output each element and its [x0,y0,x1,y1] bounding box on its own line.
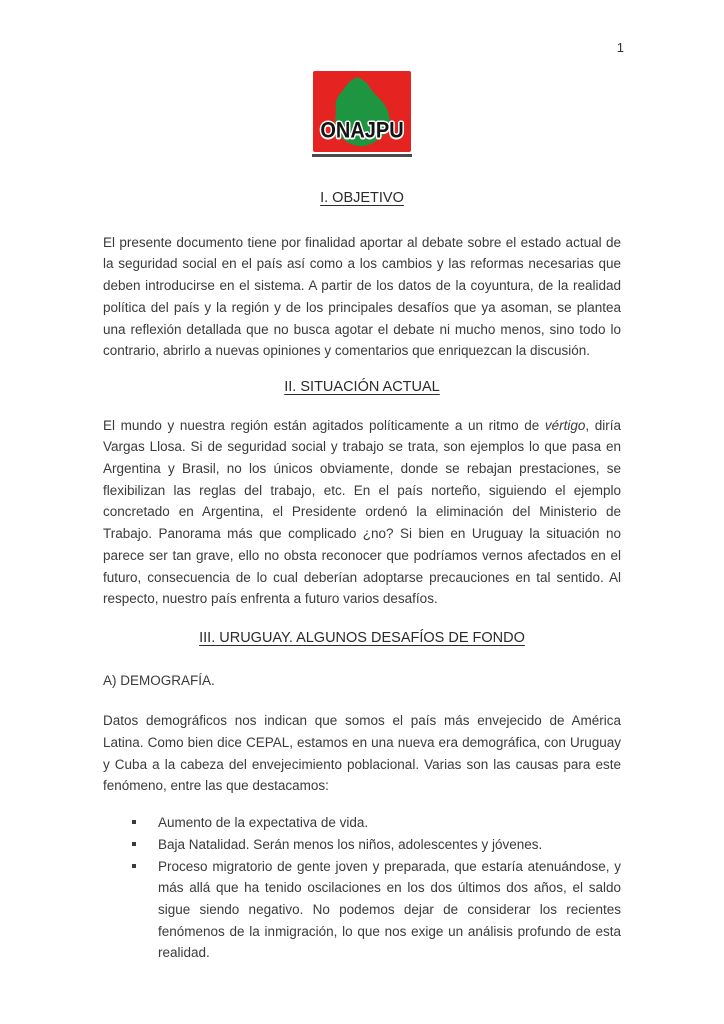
heading-objetivo: I. OBJETIVO [320,190,404,206]
heading-uruguay-desafios: III. URUGUAY. ALGUNOS DESAFÍOS DE FONDO [199,629,525,646]
bullet-list [158,812,621,964]
bullet-item-expectativa: Aumento de la expectativa de vida. [158,812,621,834]
subheading-demografia: A) DEMOGRAFÍA. [103,672,215,688]
paragraph-situacion-post: , diría Vargas Llosa. Si de seguridad social y trabajo se trata, son ejemplos lo que pasa en Argentina y Brasil, no los únicos obviamente, donde se rebajan prestaciones, se flexibilizan las reglas del trabajo, etc. En el país norteño, siguiendo el ejemplo concretado en Argentina, el Presidente ordenó la eliminación del Ministerio de Trabajo. Panorama más que complicado ¿no? Si bien en Uruguay la situación no parece ser tan grave, ello no obsta reconocer que podríamos vernos afectados en el futuro, consecuencia de lo cual deberían adoptarse precauciones en tal sentido. Al respecto, nuestro país enfrenta a futuro varios desafíos. [103,417,622,607]
bullet-item-natalidad: Baja Natalidad. Serán menos los niños, adolescentes y jóvenes. [158,834,621,856]
paragraph-situacion-italic-word: vértigo [544,417,586,433]
logo [0,0,724,157]
logo-text: ONAJPU [320,118,404,144]
bullet-item-migracion: Proceso migratorio de gente joven y preparada, que estaría atenuándose, y más allá que ha tenido oscilaciones en los dos últimos dos años, el saldo sigue siendo negativo. No podemos dejar de considerar los recientes fenómenos de la inmigración, lo que nos exige un análisis profundo de esta realidad. [158,856,621,965]
logo-red-box [313,71,411,152]
paragraph-situacion-pre: El mundo y nuestra región están agitados políticamente a un ritmo de [103,417,545,433]
paragraph-situacion-actual [103,415,621,610]
paragraph-objetivo: El presente documento tiene por finalidad aportar al debate sobre el estado actual de la seguridad social en el país así como a los cambios y las reformas necesarias que deben introducirse en el sistema. A partir de los datos de la coyuntura, de la realidad política del país y la región y de los principales desafíos que ya asoman, se plantea una reflexión detallada que no busca agotar el debate ni mucho menos, sino todo lo contrario, abrirlo a nuevas opiniones y comentarios que enriquezcan la discusión. [103,234,621,359]
logo-underline-bar [312,154,412,157]
heading-situacion-actual: II. SITUACIÓN ACTUAL [284,378,440,395]
document-body [103,188,621,964]
paragraph-demografia: Datos demográficos nos indican que somos el país más envejecido de América Latina. Como bien dice CEPAL, estamos en una nueva era demográfica, con Uruguay y Cuba a la cabeza del envejecimiento poblacional. Varias son las causas para este fenómeno, entre las que destacamos: [103,713,621,794]
page-number: 1 [616,40,624,55]
